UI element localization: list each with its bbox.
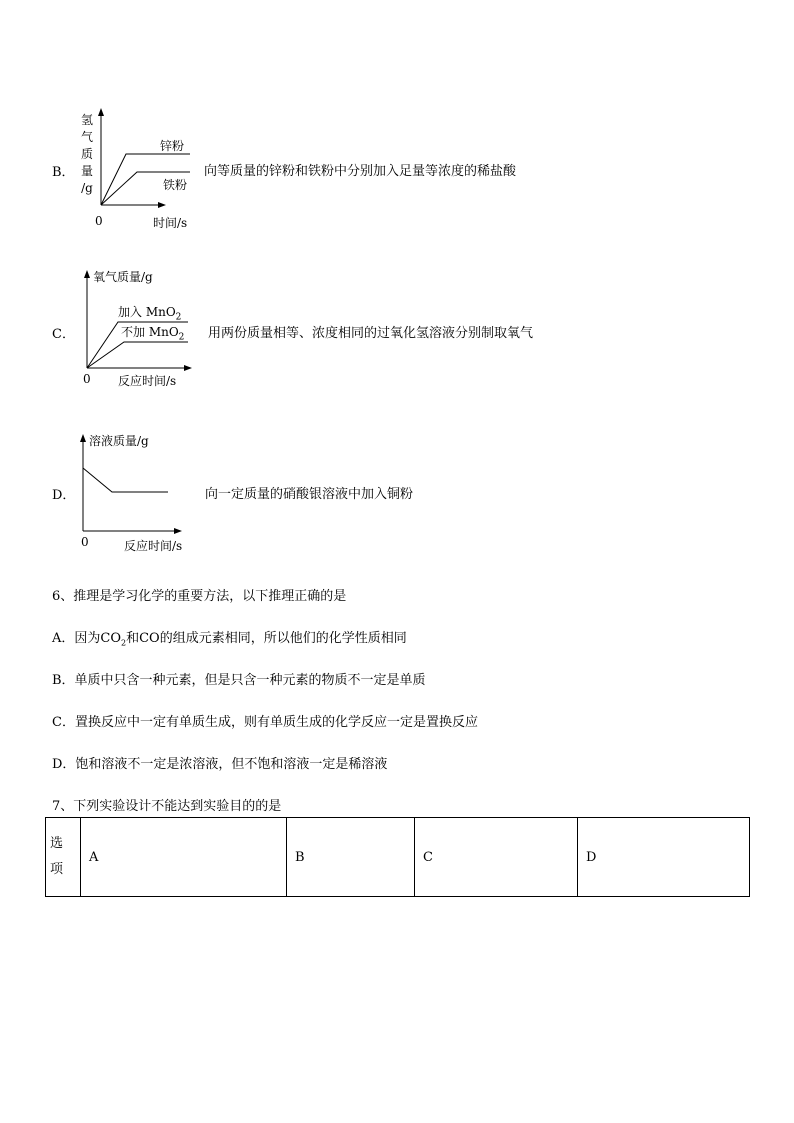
option-text: A．因为CO	[52, 631, 121, 646]
option-d-y-axis-label: 溶液质量/g	[89, 434, 149, 448]
y-label-char: 气	[80, 130, 93, 144]
table-cell-c: C	[415, 818, 578, 897]
origin-label: 0	[81, 535, 89, 549]
option-c-letter: C．	[52, 327, 75, 342]
y-label-char: 质	[80, 147, 93, 161]
table-cell-b: B	[287, 818, 415, 897]
x-axis-label: 反应时间/s	[118, 374, 177, 388]
x-axis-arrow	[184, 365, 192, 371]
table-row	[46, 818, 750, 897]
solution-mass-curve	[83, 468, 168, 492]
without-mno2-curve	[87, 342, 188, 368]
y-axis-arrow	[84, 270, 90, 278]
subscript: 2	[178, 332, 185, 343]
without-mno2-label	[121, 323, 184, 342]
x-axis-label: 反应时间/s	[124, 539, 183, 553]
origin-label: 0	[83, 372, 91, 386]
option-c-y-axis-label: 氧气质量/g	[93, 270, 153, 284]
label-text: 不加 MnO	[121, 325, 179, 339]
option-d-letter: D．	[52, 488, 76, 503]
question-7-stem: 7、下列实验设计不能达到实验目的的是	[52, 799, 282, 814]
options-table	[45, 817, 750, 897]
table-header-cell	[46, 818, 81, 897]
subscript: 2	[175, 312, 182, 323]
label-text: 加入 MnO	[118, 305, 176, 319]
y-label-char: /g	[81, 181, 93, 195]
table-cell-d: D	[578, 818, 750, 897]
subscript: 2	[121, 638, 127, 648]
question-6-option-a	[52, 627, 407, 648]
table-cell-a: A	[81, 818, 287, 897]
option-b-description: 向等质量的锌粉和铁粉中分别加入足量等浓度的稀盐酸	[204, 164, 517, 179]
y-label-char: 氢	[80, 113, 93, 127]
question-6-option-d: D．饱和溶液不一定是浓溶液，但不饱和溶液一定是稀溶液	[52, 757, 388, 772]
header-char: 选	[50, 836, 64, 851]
option-text: 和CO的组成元素相同，所以他们的化学性质相同	[126, 631, 407, 646]
option-d-description: 向一定质量的硝酸银溶液中加入铜粉	[205, 487, 414, 502]
x-axis-arrow	[158, 202, 166, 208]
zinc-label: 锌粉	[160, 139, 185, 153]
y-axis-arrow	[98, 108, 104, 116]
x-axis-arrow	[174, 528, 182, 534]
with-mno2-label	[118, 303, 181, 322]
y-axis-arrow	[80, 434, 86, 442]
question-6-option-b: B．单质中只含一种元素，但是只含一种元素的物质不一定是单质	[52, 673, 426, 688]
iron-label: 铁粉	[163, 178, 188, 192]
option-b-y-axis-label	[79, 112, 95, 197]
question-6-option-c: C．置换反应中一定有单质生成，则有单质生成的化学反应一定是置换反应	[52, 715, 478, 730]
header-char: 项	[50, 862, 64, 877]
option-b-letter: B．	[52, 165, 75, 180]
y-label-char: 量	[80, 164, 93, 178]
x-axis-label: 时间/s	[153, 216, 188, 230]
option-c-description: 用两份质量相等、浓度相同的过氧化氢溶液分别制取氧气	[208, 326, 534, 341]
question-6-stem: 6、推理是学习化学的重要方法，以下推理正确的是	[52, 589, 347, 604]
origin-label: 0	[95, 214, 103, 228]
